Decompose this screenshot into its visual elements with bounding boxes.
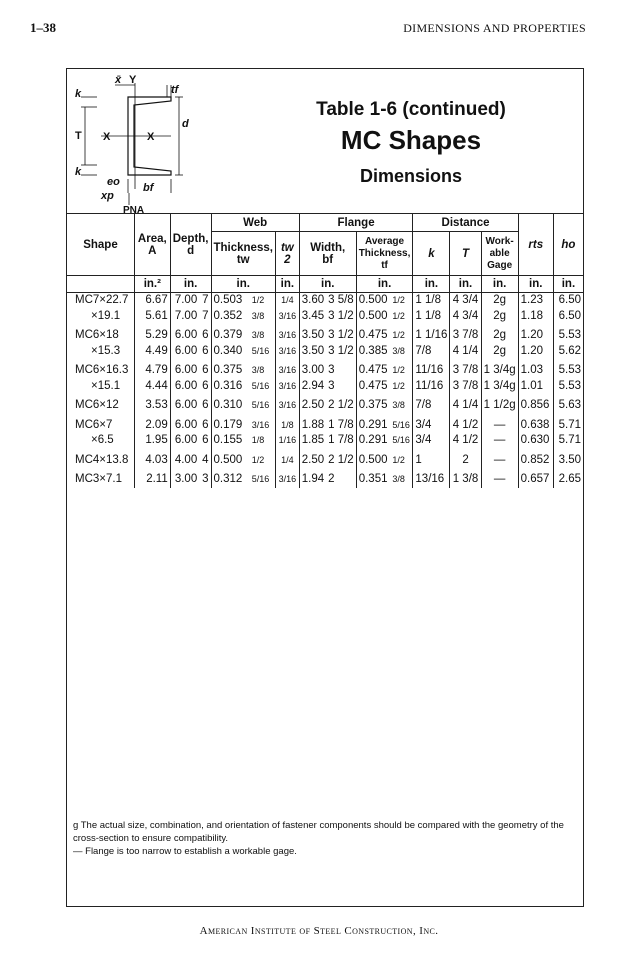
cell-bf: 1.94: [299, 472, 326, 488]
cell-tffr: 1/2: [392, 365, 405, 376]
cell-T: 3 7/8: [450, 363, 481, 379]
cell-twfr: 3/8: [251, 365, 265, 376]
diagram-label-tf: tf: [171, 84, 179, 96]
diagram-label-pna: PNA: [123, 205, 145, 215]
cell-ho: 5.53: [553, 379, 583, 395]
cell-d: 7.00: [170, 293, 199, 309]
cell-k: 11/16: [413, 363, 450, 379]
cell-rts: 0.657: [518, 472, 553, 488]
cell-A: 6.67: [134, 293, 170, 309]
unit-cell: in.: [518, 276, 553, 293]
unit-cell: in.: [170, 276, 211, 293]
cell-T: 4 3/4: [450, 293, 481, 309]
dimensions-table: [67, 213, 583, 488]
cell-bffr: 2: [328, 473, 335, 486]
cell-gage: 1 1/2g: [481, 398, 518, 414]
cell-dfr: 7: [202, 294, 209, 307]
table-row: [67, 293, 583, 309]
cell-d: 6.00: [170, 328, 199, 344]
table-row: [67, 398, 583, 414]
cell-tw2: 1/16: [275, 433, 299, 449]
cell-d: 6.00: [170, 398, 199, 414]
cell-bf: 3.50: [299, 328, 326, 344]
table-row: [67, 433, 583, 449]
unit-cell: in.: [481, 276, 518, 293]
cell-dfr: 6: [202, 399, 209, 412]
col-workable-gage: Work- able Gage: [481, 232, 518, 276]
cell-tw: 0.310: [211, 398, 250, 414]
cell-d: 6.00: [170, 344, 199, 360]
diagram-label-bf: bf: [143, 182, 154, 194]
col-depth: Depth, d: [170, 214, 211, 276]
cell-dfr: 6: [202, 344, 209, 357]
cell-tf: 0.475: [356, 379, 390, 395]
cell-T: 4 1/2: [450, 433, 481, 449]
cell-rts: 1.23: [518, 293, 553, 309]
cell-A: 4.79: [134, 363, 170, 379]
cell-T: 4 1/4: [450, 344, 481, 360]
col-T: T: [450, 232, 481, 276]
shape-cell: MC6×12: [75, 399, 119, 412]
shape-cell: MC6×18: [75, 329, 119, 342]
cell-ho: 5.71: [553, 418, 583, 434]
cell-ho: 5.53: [553, 363, 583, 379]
shape-cell: MC4×13.8: [75, 453, 129, 466]
cell-ho: 3.50: [553, 453, 583, 469]
cell-k: 13/16: [413, 472, 450, 488]
publisher-name: American Institute of Steel Construction, Inc.: [199, 925, 439, 937]
table-row: [67, 379, 583, 395]
cell-bffr: 3 5/8: [328, 294, 354, 307]
shape-cell: ×15.3: [91, 344, 121, 357]
cell-gage: 2g: [481, 344, 518, 360]
cell-A: 2.11: [134, 472, 170, 488]
diagram-label-x-left: X: [103, 131, 111, 143]
col-area: Area, A: [134, 214, 170, 276]
unit-cell: in.: [450, 276, 481, 293]
shape-cell: MC6×16.3: [75, 364, 129, 377]
table-row: [67, 344, 583, 360]
table-frame: [66, 68, 584, 907]
cell-bffr: 3: [328, 379, 335, 392]
cell-tffr: 3/8: [392, 400, 405, 411]
cell-tw: 0.340: [211, 344, 250, 360]
cell-T: 4 3/4: [450, 309, 481, 325]
cell-k: 11/16: [413, 379, 450, 395]
cell-bf: 3.45: [299, 309, 326, 325]
cell-T: 4 1/2: [450, 418, 481, 434]
cell-d: 4.00: [170, 453, 199, 469]
cell-k: 3/4: [413, 433, 450, 449]
cell-tffr: 1/2: [392, 295, 405, 306]
cell-bf: 3.00: [299, 363, 326, 379]
cell-d: 3.00: [170, 472, 199, 488]
cell-tf: 0.475: [356, 363, 390, 379]
shape-cell: ×15.1: [91, 379, 121, 392]
group-flange: Flange: [299, 214, 413, 232]
cell-k: 1 1/8: [413, 309, 450, 325]
cell-tw: 0.316: [211, 379, 250, 395]
shape-cell: MC3×7.1: [75, 473, 122, 486]
cell-ho: 5.53: [553, 328, 583, 344]
cell-gage: —: [481, 472, 518, 488]
cell-gage: —: [481, 433, 518, 449]
cell-tf: 0.291: [356, 418, 390, 434]
diagram-label-k-top: k: [75, 88, 82, 100]
group-web: Web: [211, 214, 299, 232]
cell-tf: 0.375: [356, 398, 390, 414]
cell-rts: 1.20: [518, 344, 553, 360]
shape-cell: MC6×7: [75, 418, 113, 431]
cell-bf: 2.94: [299, 379, 326, 395]
diagram-label-k-bottom: k: [75, 166, 82, 178]
cell-tffr: 1/2: [392, 380, 405, 391]
cell-bffr: 3: [328, 364, 335, 377]
diagram-label-xp: xp: [101, 190, 114, 202]
cell-tw: 0.503: [211, 293, 250, 309]
cell-twfr: 1/2: [251, 295, 265, 306]
cell-bf: 3.50: [299, 344, 326, 360]
cell-twfr: 5/16: [251, 400, 270, 411]
cell-rts: 0.630: [518, 433, 553, 449]
table-title: MC Shapes: [340, 125, 482, 155]
diagram-label-t: T: [75, 130, 82, 142]
cell-tw: 0.352: [211, 309, 250, 325]
cell-ho: 6.50: [553, 309, 583, 325]
cell-bffr: 3 1/2: [328, 344, 354, 357]
cell-twfr: 1/8: [251, 435, 265, 446]
cell-tw: 0.375: [211, 363, 250, 379]
cell-tffr: 3/8: [392, 474, 405, 485]
publisher-footer: [0, 925, 638, 937]
col-rts: rts: [518, 214, 553, 276]
table-row: [67, 309, 583, 325]
units-row: [67, 276, 583, 293]
cell-tw2: 1/4: [275, 453, 299, 469]
col-avg-thickness: Average Thickness, tf: [356, 232, 413, 276]
cell-bf: 1.85: [299, 433, 326, 449]
cell-bf: 2.50: [299, 453, 326, 469]
cell-twfr: 3/16: [251, 419, 270, 430]
cell-tw2: 1/8: [275, 418, 299, 434]
cell-bffr: 1 7/8: [328, 418, 354, 431]
cell-bf: 1.88: [299, 418, 326, 434]
cell-rts: 0.856: [518, 398, 553, 414]
diagram-label-y: Y: [129, 75, 137, 86]
cell-gage: 2g: [481, 309, 518, 325]
footnote-g: g The actual size, combination, and orientation of fastener components should be compared with the geometry of the cross-section to ensure compatibility.: [73, 820, 564, 844]
cell-tffr: 5/16: [392, 419, 410, 430]
diagram-label-x-right: X: [147, 131, 155, 143]
cell-tw: 0.155: [211, 433, 250, 449]
cell-ho: 2.65: [553, 472, 583, 488]
cell-A: 1.95: [134, 433, 170, 449]
cell-ho: 5.62: [553, 344, 583, 360]
unit-cell: in.: [356, 276, 413, 293]
col-width-bf: Width, bf: [299, 232, 356, 276]
cell-A: 5.61: [134, 309, 170, 325]
cell-twfr: 3/8: [251, 310, 265, 321]
cell-tw2: 3/16: [275, 344, 299, 360]
cell-bf: 3.60: [299, 293, 326, 309]
cell-tf: 0.500: [356, 309, 390, 325]
cell-T: 3 7/8: [450, 328, 481, 344]
cell-bffr: 1 7/8: [328, 434, 354, 447]
group-distance: Distance: [413, 214, 518, 232]
cell-A: 5.29: [134, 328, 170, 344]
cell-bffr: 3 1/2: [328, 309, 354, 322]
footnotes: [73, 819, 573, 858]
cell-tffr: 5/16: [392, 435, 410, 446]
cell-twfr: 1/2: [251, 454, 265, 465]
cell-bffr: 3 1/2: [328, 329, 354, 342]
cell-twfr: 3/8: [251, 330, 265, 341]
cell-tw: 0.379: [211, 328, 250, 344]
diagram-label-eo: eo: [107, 176, 120, 188]
cell-gage: —: [481, 418, 518, 434]
unit-cell: in.: [413, 276, 450, 293]
units-shape: [67, 276, 134, 293]
cell-T: 1 3/8: [450, 472, 481, 488]
cell-d: 7.00: [170, 309, 199, 325]
table-subtitle: Dimensions: [359, 166, 463, 186]
cell-rts: 0.852: [518, 453, 553, 469]
cell-dfr: 6: [202, 418, 209, 431]
cell-rts: 1.18: [518, 309, 553, 325]
cell-d: 6.00: [170, 363, 199, 379]
cell-tw2: 3/16: [275, 328, 299, 344]
cell-k: 3/4: [413, 418, 450, 434]
cell-rts: 0.638: [518, 418, 553, 434]
cell-tw2: 3/16: [275, 398, 299, 414]
cell-A: 4.49: [134, 344, 170, 360]
cell-tffr: 3/8: [392, 345, 405, 356]
cell-tw2: 3/16: [275, 472, 299, 488]
cell-rts: 1.03: [518, 363, 553, 379]
cell-tf: 0.500: [356, 293, 390, 309]
cell-k: 1 1/16: [413, 328, 450, 344]
cell-A: 4.44: [134, 379, 170, 395]
cell-tffr: 1/2: [392, 330, 405, 341]
page-number: 1–38: [30, 20, 56, 35]
cell-d: 6.00: [170, 418, 199, 434]
cell-gage: 1 3/4g: [481, 379, 518, 395]
cell-A: 3.53: [134, 398, 170, 414]
cell-A: 2.09: [134, 418, 170, 434]
cell-d: 6.00: [170, 433, 199, 449]
cell-k: 1: [413, 453, 450, 469]
cell-k: 7/8: [413, 398, 450, 414]
cell-rts: 1.20: [518, 328, 553, 344]
shape-cell: ×6.5: [91, 434, 114, 447]
cell-tw: 0.500: [211, 453, 250, 469]
table-row: [67, 328, 583, 344]
unit-cell: in.: [553, 276, 583, 293]
cell-T: 3 7/8: [450, 379, 481, 395]
cell-tf: 0.351: [356, 472, 390, 488]
cell-rts: 1.01: [518, 379, 553, 395]
diagram-label-d: d: [182, 118, 189, 130]
cell-d: 6.00: [170, 379, 199, 395]
cell-gage: 1 3/4g: [481, 363, 518, 379]
unit-cell: in.: [275, 276, 299, 293]
table-row: [67, 472, 583, 488]
col-shape: Shape: [67, 214, 134, 276]
cell-gage: 2g: [481, 328, 518, 344]
table-row: [67, 363, 583, 379]
cell-tw: 0.179: [211, 418, 250, 434]
cell-A: 4.03: [134, 453, 170, 469]
cell-bffr: 2 1/2: [328, 399, 354, 412]
cell-tw2: 1/4: [275, 293, 299, 309]
cell-dfr: 6: [202, 379, 209, 392]
cell-k: 7/8: [413, 344, 450, 360]
header-group-row: [67, 214, 583, 232]
table-number: Table 1-6 (continued): [316, 99, 506, 120]
table-row: [67, 453, 583, 469]
cell-twfr: 5/16: [251, 474, 270, 485]
cell-tf: 0.500: [356, 453, 390, 469]
cell-tf: 0.291: [356, 433, 390, 449]
cell-dfr: 7: [202, 309, 209, 322]
shape-cell: ×19.1: [91, 309, 121, 322]
cell-dfr: 6: [202, 329, 209, 342]
col-tw-half: tw 2: [275, 232, 299, 276]
cell-T: 2: [450, 453, 481, 469]
cell-dfr: 6: [202, 434, 209, 447]
cell-ho: 5.63: [553, 398, 583, 414]
table-title-block: [237, 99, 585, 187]
col-ho: ho: [553, 214, 583, 276]
cell-T: 4 1/4: [450, 398, 481, 414]
diagram-label-xbar: x̄: [115, 75, 122, 86]
cell-twfr: 5/16: [251, 380, 270, 391]
table-row: [67, 418, 583, 434]
cell-gage: 2g: [481, 293, 518, 309]
cell-k: 1 1/8: [413, 293, 450, 309]
cell-dfr: 3: [202, 473, 209, 486]
shape-cell: MC7×22.7: [75, 294, 129, 307]
col-thickness-tw: Thickness, tw: [211, 232, 275, 276]
cell-tw2: 3/16: [275, 309, 299, 325]
cell-tw2: 3/16: [275, 379, 299, 395]
cell-tw2: 3/16: [275, 363, 299, 379]
footnote-dash: — Flange is too narrow to establish a workable gage.: [73, 846, 297, 857]
cell-bffr: 2 1/2: [328, 453, 354, 466]
col-k: k: [413, 232, 450, 276]
cell-tffr: 1/2: [392, 310, 405, 321]
cell-dfr: 6: [202, 364, 209, 377]
table-body: [67, 293, 583, 488]
cell-ho: 5.71: [553, 433, 583, 449]
cell-tf: 0.385: [356, 344, 390, 360]
cell-twfr: 5/16: [251, 345, 270, 356]
unit-cell: in.: [299, 276, 356, 293]
running-head: DIMENSIONS AND PROPERTIES: [403, 21, 586, 35]
cell-tffr: 1/2: [392, 454, 405, 465]
cell-dfr: 4: [202, 453, 209, 466]
unit-cell: in.: [211, 276, 275, 293]
cell-tf: 0.475: [356, 328, 390, 344]
cell-gage: —: [481, 453, 518, 469]
cell-ho: 6.50: [553, 293, 583, 309]
cell-bf: 2.50: [299, 398, 326, 414]
cell-tw: 0.312: [211, 472, 250, 488]
unit-cell: in.²: [134, 276, 170, 293]
